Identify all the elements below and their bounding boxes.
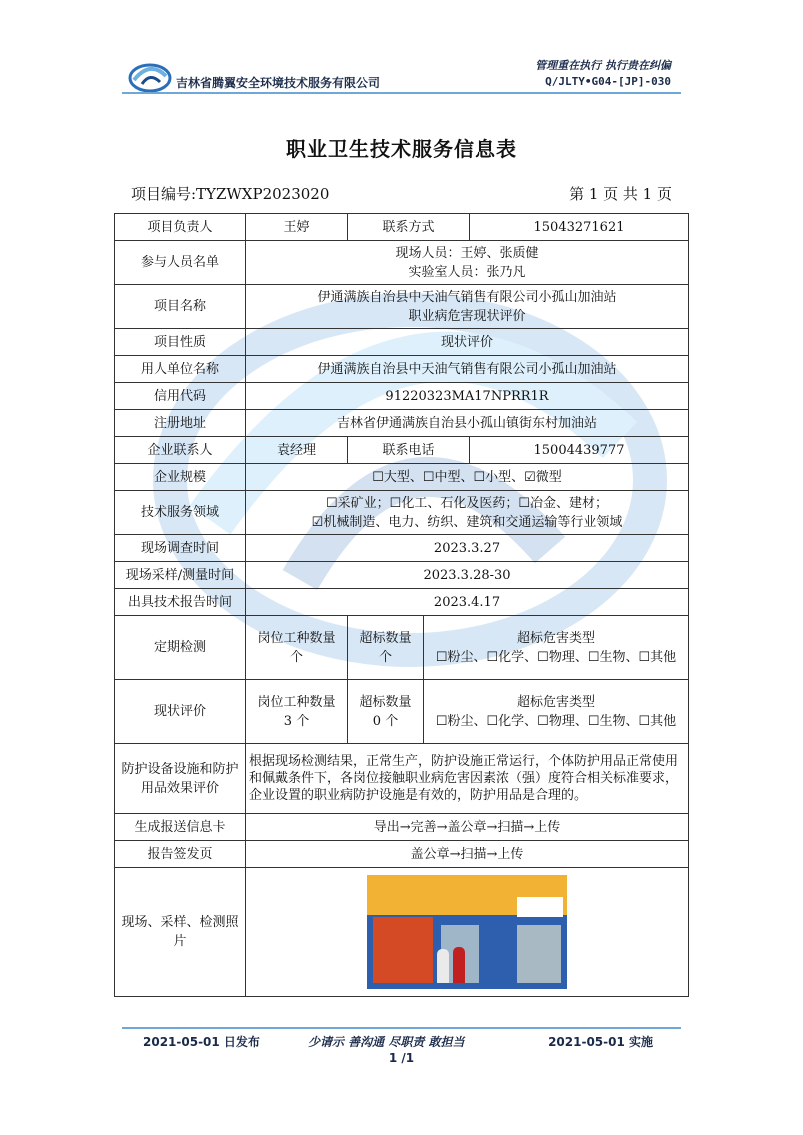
table-row (115, 841, 689, 868)
service-field-checkboxes (246, 491, 689, 535)
info-table (114, 213, 689, 997)
table-row (115, 464, 689, 491)
participants-line-1: 现场人员：王婷、张质健 (395, 245, 539, 261)
table-row (115, 680, 689, 744)
project-name-line-1: 伊通满族自治县中天油气销售有限公司小孤山加油站 (317, 289, 617, 305)
cell-label: 项目名称 (115, 285, 246, 329)
table-row (115, 814, 689, 841)
cell-value: 2023.3.28-30 (246, 562, 689, 589)
post-count: 岗位工种数量 个 (246, 616, 348, 680)
implement-date: 2021-05-01 实施 (548, 1035, 653, 1049)
cell-label: 注册地址 (115, 410, 246, 437)
cell-label: 现状评价 (115, 680, 246, 744)
hazard-type-title: 超标危害类型 (517, 694, 596, 710)
hazard-type-title: 超标危害类型 (517, 630, 596, 646)
publish-date: 2021-05-01 日发布 (143, 1035, 260, 1049)
cell-value: 现状评价 (246, 329, 689, 356)
cell-label: 定期检测 (115, 616, 246, 680)
table-row (115, 491, 689, 535)
table-row (115, 329, 689, 356)
cell-label: 联系电话 (348, 437, 470, 464)
cell-value: 15004439777 (470, 437, 689, 464)
cell-value: 2023.4.17 (246, 589, 689, 616)
cell-label: 现场采样/测量时间 (115, 562, 246, 589)
cell-label: 企业规模 (115, 464, 246, 491)
table-row (115, 214, 689, 241)
cell-label: 出具技术报告时间 (115, 589, 246, 616)
cell-label: 防护设备设施和防护用品效果评价 (115, 744, 246, 814)
cell-label: 用人单位名称 (115, 356, 246, 383)
photo-cell (246, 868, 689, 997)
cell-value (246, 285, 689, 329)
cell-label: 项目性质 (115, 329, 246, 356)
cell-label: 报告签发页 (115, 841, 246, 868)
hazard-type-options: ☐粉尘、☐化学、☐物理、☐生物、☐其他 (435, 649, 677, 665)
exceed-count: 超标数量 0 个 (348, 680, 424, 744)
table-row (115, 744, 689, 814)
table-row (115, 868, 689, 997)
table-row (115, 616, 689, 680)
cell-value: 91220323MA17NPRR1R (246, 383, 689, 410)
table-row (115, 356, 689, 383)
cell-label: 技术服务领域 (115, 491, 246, 535)
header-divider (122, 92, 681, 94)
participants-line-2: 实验室人员：张乃凡 (408, 264, 526, 280)
service-field-line-2: ☑机械制造、电力、纺织、建筑和交通运输等行业领域 (311, 514, 623, 530)
hazard-type (424, 616, 689, 680)
header-slogan: 管理重在执行 执行贵在纠偏 (535, 59, 671, 72)
post-count: 岗位工种数量 3 个 (246, 680, 348, 744)
site-photo (367, 875, 567, 989)
project-number: 项目编号:TYZWXP2023020 (131, 185, 330, 203)
company-logo-icon (128, 58, 172, 94)
table-row (115, 285, 689, 329)
hazard-type (424, 680, 689, 744)
document-code: Q/JLTY•G04-[JP]-030 (545, 75, 671, 88)
cell-label: 企业联系人 (115, 437, 246, 464)
cell-label: 信用代码 (115, 383, 246, 410)
project-name-line-2: 职业病危害现状评价 (408, 308, 526, 324)
table-row (115, 410, 689, 437)
exceed-count: 超标数量 个 (348, 616, 424, 680)
page-number: 1 /1 (388, 1051, 415, 1065)
cell-value: 导出→完善→盖公章→扫描→上传 (246, 814, 689, 841)
cell-value: 王婷 (246, 214, 348, 241)
cell-label: 联系方式 (348, 214, 470, 241)
cell-label: 项目负责人 (115, 214, 246, 241)
table-row (115, 535, 689, 562)
cell-label: 参与人员名单 (115, 241, 246, 285)
cell-value: 2023.3.27 (246, 535, 689, 562)
protection-evaluation: 根据现场检测结果，正常生产，防护设施正常运行，个体防护用品正常使用和佩戴条件下，各岗位接触职业病危害因素浓（强）度符合相关标准要求，企业设置的职业病防护设施是有效的，防护用品是合理的。 (246, 744, 689, 814)
hazard-type-options: ☐粉尘、☐化学、☐物理、☐生物、☐其他 (435, 713, 677, 729)
company-name: 吉林省腾翼安全环境技术服务有限公司 (176, 76, 381, 90)
service-field-line-1: ☐采矿业；☐化工、石化及医药；☐冶金、建材； (326, 495, 608, 511)
table-row (115, 562, 689, 589)
cell-label: 生成报送信息卡 (115, 814, 246, 841)
cell-value: 伊通满族自治县中天油气销售有限公司小孤山加油站 (246, 356, 689, 383)
page-title: 职业卫生技术服务信息表 (286, 137, 517, 161)
table-row (115, 437, 689, 464)
cell-value (246, 241, 689, 285)
enterprise-scale-checkboxes: ☐大型、☐中型、☐小型、☑微型 (246, 464, 689, 491)
cell-label: 现场调查时间 (115, 535, 246, 562)
table-row (115, 589, 689, 616)
footer-motto: 少请示 善沟通 尽职责 敢担当 (308, 1035, 465, 1049)
footer-divider (122, 1027, 681, 1029)
cell-value: 袁经理 (246, 437, 348, 464)
cell-value: 盖公章→扫描→上传 (246, 841, 689, 868)
cell-label: 现场、采样、检测照片 (115, 868, 246, 997)
cell-value: 吉林省伊通满族自治县小孤山镇街东村加油站 (246, 410, 689, 437)
table-row (115, 383, 689, 410)
cell-value: 15043271621 (470, 214, 689, 241)
table-row (115, 241, 689, 285)
page-info: 第 1 页 共 1 页 (569, 185, 672, 203)
